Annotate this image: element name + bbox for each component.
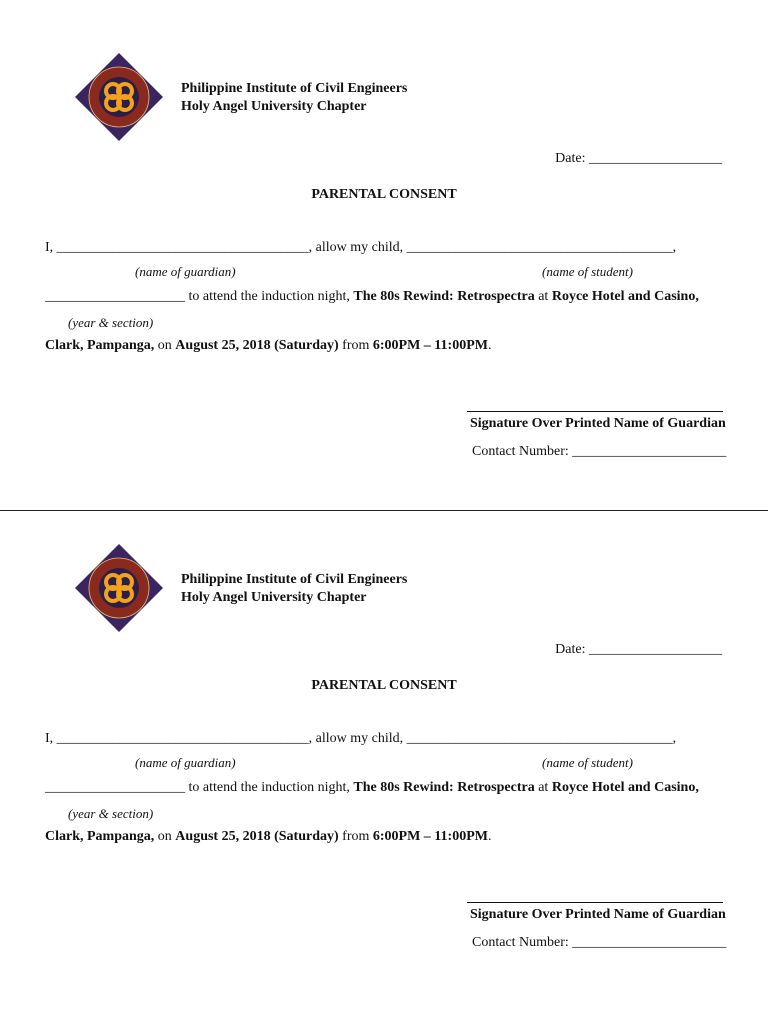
signature-label: Signature Over Printed Name of Guardian — [470, 416, 726, 431]
date-time-line — [45, 829, 491, 845]
consent-form-top — [0, 0, 768, 490]
guardian-student-line[interactable]: I, ____________________________________, allow my child, ______________________________________, — [45, 240, 677, 255]
from-text: from — [338, 829, 373, 844]
year-section-blank[interactable]: ____________________ — [45, 289, 185, 304]
period: . — [487, 829, 492, 844]
event-name: The 80s Rewind: Retrospectra — [353, 780, 535, 795]
event-date: August 25, 2018 (Saturday) — [175, 829, 339, 844]
caption-year-section: (year & section) — [68, 315, 154, 330]
venue-name: Royce Hotel and Casino, — [551, 780, 699, 795]
date-field[interactable]: Date: ___________________ — [555, 642, 722, 657]
event-time: 6:00PM – 11:00PM — [372, 338, 488, 353]
event-line — [45, 289, 699, 305]
contact-number-field[interactable]: Contact Number: ______________________ — [472, 935, 727, 950]
form-title: PARENTAL CONSENT — [311, 187, 457, 202]
caption-year-section: (year & section) — [68, 806, 154, 821]
consent-form-bottom — [0, 491, 768, 981]
org-name: Philippine Institute of Civil Engineers — [181, 81, 408, 96]
org-chapter: Holy Angel University Chapter — [181, 590, 367, 605]
org-header — [181, 571, 407, 607]
caption-guardian: (name of guardian) — [135, 755, 236, 770]
event-line — [45, 780, 699, 796]
org-header — [181, 80, 407, 116]
from-text: from — [338, 338, 373, 353]
caption-student: (name of student) — [542, 755, 633, 770]
on-text: on — [154, 338, 176, 353]
event-time: 6:00PM – 11:00PM — [372, 829, 488, 844]
pice-seal-logo — [75, 544, 163, 632]
org-name: Philippine Institute of Civil Engineers — [181, 572, 408, 587]
signature-label: Signature Over Printed Name of Guardian — [470, 907, 726, 922]
date-time-line — [45, 338, 491, 354]
year-section-blank[interactable]: ____________________ — [45, 780, 185, 795]
org-chapter: Holy Angel University Chapter — [181, 99, 367, 114]
date-field[interactable]: Date: ___________________ — [555, 151, 722, 166]
period: . — [487, 338, 492, 353]
venue-place: Clark, Pampanga, — [45, 338, 155, 353]
event-intro-text: to attend the induction night, — [185, 289, 354, 304]
form-title: PARENTAL CONSENT — [311, 678, 457, 693]
at-text: at — [534, 780, 552, 795]
event-date: August 25, 2018 (Saturday) — [175, 338, 339, 353]
guardian-student-line[interactable]: I, ____________________________________, allow my child, ______________________________________, — [45, 731, 677, 746]
at-text: at — [534, 289, 552, 304]
caption-student: (name of student) — [542, 264, 633, 279]
pice-seal-logo — [75, 53, 163, 141]
venue-place: Clark, Pampanga, — [45, 829, 155, 844]
event-name: The 80s Rewind: Retrospectra — [353, 289, 535, 304]
caption-guardian: (name of guardian) — [135, 264, 236, 279]
contact-number-field[interactable]: Contact Number: ______________________ — [472, 444, 727, 459]
event-intro-text: to attend the induction night, — [185, 780, 354, 795]
signature-line[interactable] — [467, 902, 723, 903]
on-text: on — [154, 829, 176, 844]
venue-name: Royce Hotel and Casino, — [551, 289, 699, 304]
signature-line[interactable] — [467, 411, 723, 412]
